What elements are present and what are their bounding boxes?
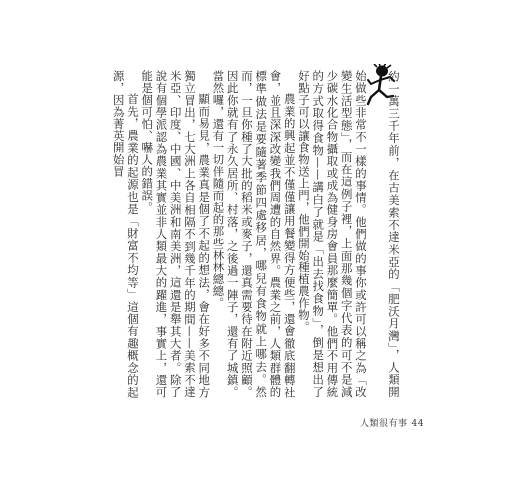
page-footer: [360, 416, 424, 429]
paragraph-2: 農業的興起並不僅僅讓用餐變得方便些，還會徹底翻轉社會，並且深深改變我們周遭的自然界。農業之前，人類群體的標準做法是要隨著季節四處移居，哪兒有食物就上哪去。然而，一旦你種了大批的稻米或麥子，還真需要待在附近照顧。因此你就有了永久居所、村落，之後過一陣子，還有了城鎮。當然囉，還有一切伴隨而起的那些林林總總。: [211, 70, 297, 398]
paragraph-3: 顯而易見，農業真是個了不起的想法，會在好多不同地方獨立冒出，七大洲上各自相隔不到幾千年的期間——美索不達米亞、印度、中國、中美洲和南美洲，這還是舉其大者。除了說有個學派認為農業其實並非人類最大的躍進，事實上，還可能是個可怕、嚇人的錯誤。: [140, 70, 212, 398]
page-number: 44: [411, 419, 424, 429]
running-title: 人類很有事: [360, 419, 408, 429]
paragraph-4: 首先，農業的起源也是「財富不均等」這個有趣概念的起源，因為菁英開始冒: [111, 70, 140, 398]
paragraph-1-text: 約一萬三千年前，在古美索不達米亞的「肥沃月灣」，人類開始做些非常不一樣的事情。他們做的事你或許可以稱之為「改變生活型態」，而在這例子裡，上面那幾個字代表的可不是減少碳水化合物攝取或成為健身房會員那麼簡單。他們不用傳統的方式取得食物——講白了就是「出去找食物」，倒是想出了好點子可以讓食物送上門，他們開始種植農作物。: [297, 70, 401, 398]
body-text: [111, 70, 420, 398]
paragraph-1: [297, 70, 420, 398]
